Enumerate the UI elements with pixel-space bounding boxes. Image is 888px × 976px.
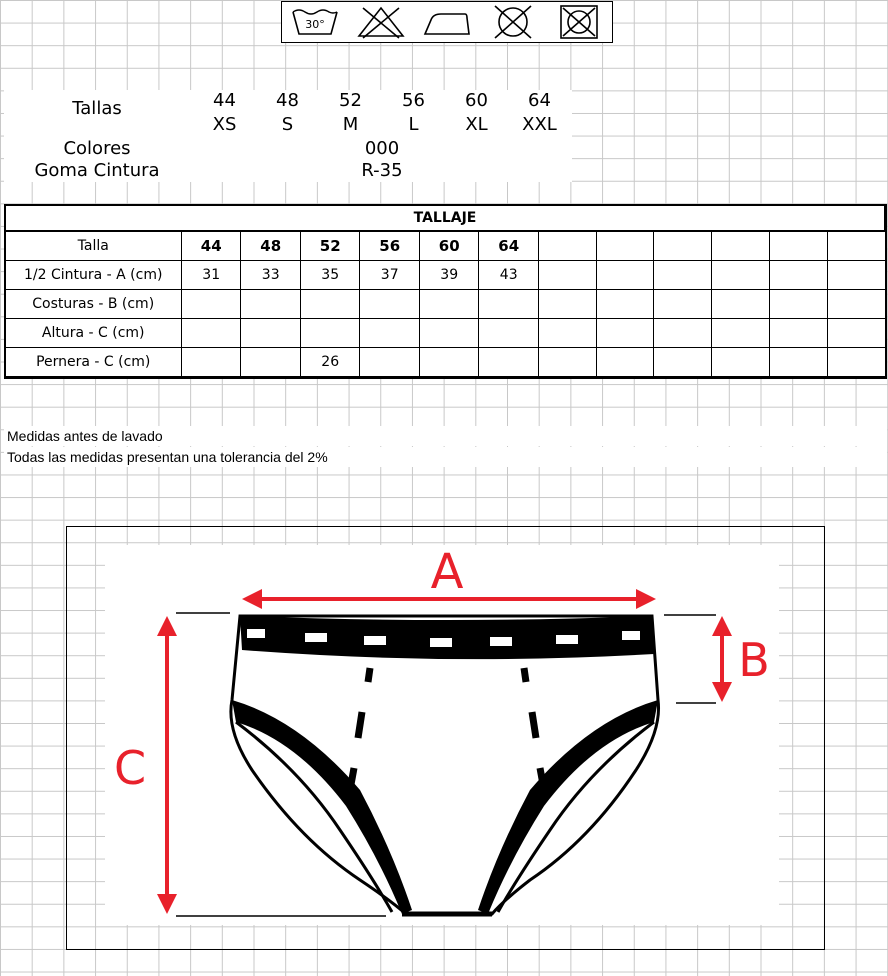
size-letter-xxl: XXL <box>522 114 557 135</box>
size-number-64: 64 <box>528 90 551 111</box>
table-cell: 35 <box>300 261 360 290</box>
row-label-pernera: Pernera - C (cm) <box>5 348 181 377</box>
briefs-drawing <box>231 616 659 914</box>
table-cell: 31 <box>181 261 241 290</box>
size-number-44: 44 <box>213 90 236 111</box>
table-cell: 48 <box>241 231 301 261</box>
row-label-cintura: 1/2 Cintura - A (cm) <box>5 261 181 290</box>
tallas-label: Tallas <box>72 98 122 119</box>
table-cell: 52 <box>300 231 360 261</box>
row-label-altura: Altura - C (cm) <box>5 319 181 348</box>
goma-cintura-value: R-35 <box>361 160 403 181</box>
size-letter-l: L <box>408 114 419 135</box>
size-letter-xs: XS <box>212 114 237 135</box>
size-letter-s: S <box>281 114 294 135</box>
size-number-52: 52 <box>339 90 362 111</box>
tallaje-title: TALLAJE <box>5 205 885 231</box>
table-cell: 37 <box>360 261 420 290</box>
size-number-56: 56 <box>402 90 425 111</box>
size-number-60: 60 <box>465 90 488 111</box>
table-cell: 44 <box>181 231 241 261</box>
size-letter-xl: XL <box>465 114 488 135</box>
table-cell: 33 <box>241 261 301 290</box>
colores-label: Colores <box>63 138 131 159</box>
colores-value: 000 <box>364 138 400 159</box>
label-c: C <box>113 741 147 795</box>
table-cell: 64 <box>479 231 539 261</box>
table-cell: 43 <box>479 261 539 290</box>
label-b: B <box>738 633 770 687</box>
note-tolerancia: Todas las medidas presentan una tolerancia del 2% <box>4 447 887 467</box>
table-cell: 39 <box>419 261 479 290</box>
table-cell: 26 <box>300 348 360 377</box>
size-number-48: 48 <box>276 90 299 111</box>
note-medidas-antes-lavado: Medidas antes de lavado <box>4 426 887 446</box>
wash-temp-label: 30° <box>305 18 325 31</box>
size-letter-m: M <box>342 114 359 135</box>
row-label-costuras: Costuras - B (cm) <box>5 290 181 319</box>
table-cell: 60 <box>419 231 479 261</box>
table-cell: 56 <box>360 231 420 261</box>
goma-cintura-label: Goma Cintura <box>34 160 160 181</box>
row-label-talla: Talla <box>5 231 181 261</box>
label-a: A <box>430 544 464 600</box>
